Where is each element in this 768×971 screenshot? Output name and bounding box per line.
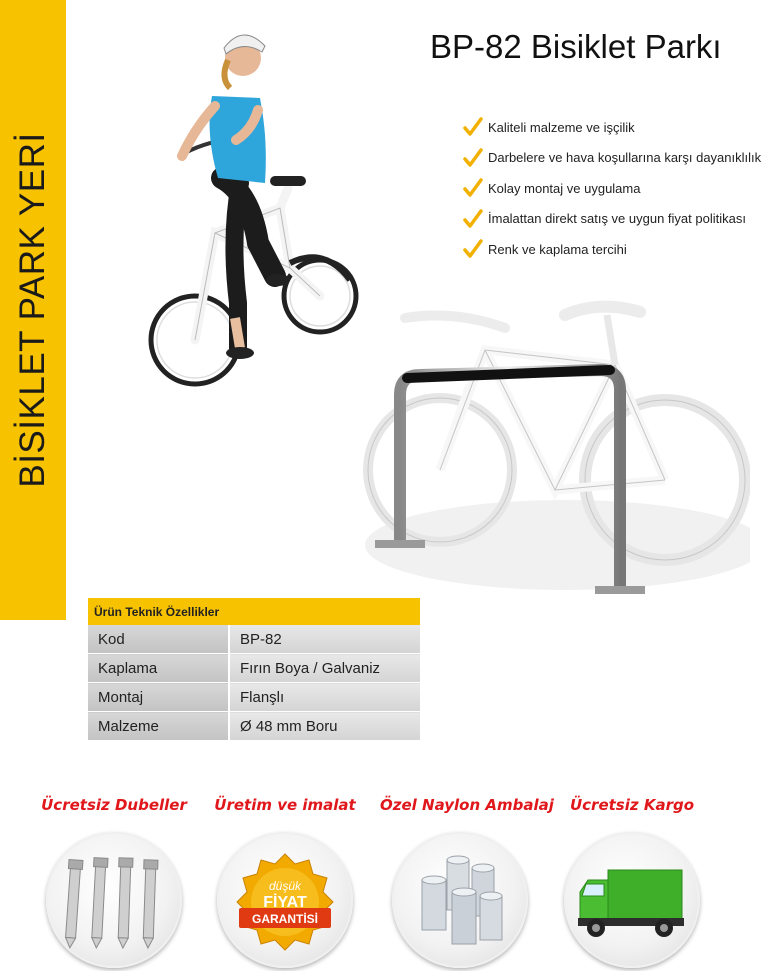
- feature-list: [462, 112, 761, 265]
- nylon-rolls-icon: [392, 832, 528, 968]
- spec-value: Flanşlı: [229, 683, 420, 712]
- spec-value: Fırın Boya / Galvaniz: [229, 654, 420, 683]
- benefit-production: [205, 796, 365, 968]
- benefit-label: Özel Naylon Ambalaj: [380, 796, 554, 814]
- spec-key: Montaj: [88, 683, 229, 712]
- feature-item: [462, 112, 761, 143]
- benefit-circle: [564, 832, 700, 968]
- benefit-label: Üretim ve imalat: [214, 796, 356, 814]
- feature-item: [462, 143, 761, 174]
- dowel-screws-icon: [46, 832, 182, 968]
- feature-text: Darbelere ve hava koşullarına karşı dayanıklılık: [488, 150, 762, 166]
- benefit-free-cargo: [552, 796, 712, 968]
- feature-item: [462, 204, 761, 235]
- spec-table-title: Ürün Teknik Özellikler: [88, 598, 420, 625]
- checkmark-icon: [462, 116, 484, 138]
- badge-top-text: düşük: [268, 879, 302, 893]
- checkmark-icon: [462, 208, 484, 230]
- feature-text: Kaliteli malzeme ve işçilik: [488, 119, 635, 135]
- feature-item: [462, 173, 761, 204]
- table-row: [88, 712, 420, 741]
- checkmark-icon: [462, 147, 484, 169]
- delivery-truck-icon: [564, 832, 700, 968]
- spec-value: BP-82: [229, 625, 420, 654]
- spec-value: Ø 48 mm Boru: [229, 712, 420, 741]
- feature-text: Kolay montaj ve uygulama: [488, 180, 641, 196]
- spec-key: Kaplama: [88, 654, 229, 683]
- low-price-guarantee-badge: [217, 832, 353, 968]
- checkmark-icon: [462, 238, 484, 260]
- feature-text: Renk ve kaplama tercihi: [488, 241, 627, 257]
- table-row: [88, 654, 420, 683]
- benefit-nylon-packaging: [380, 796, 554, 968]
- benefit-free-dowels: [34, 796, 194, 968]
- badge-middle-text: FİYAT: [263, 894, 307, 911]
- cyclist-illustration: [140, 18, 370, 403]
- page-title: BP-82 Bisiklet Parkı: [430, 28, 722, 65]
- benefit-label: Ücretsiz Kargo: [569, 796, 695, 814]
- spec-key: Kod: [88, 625, 229, 654]
- benefit-circle: [392, 832, 528, 968]
- table-row: [88, 625, 420, 654]
- spec-table: [88, 598, 420, 741]
- checkmark-icon: [462, 177, 484, 199]
- bike-rack-illustration: [345, 290, 750, 610]
- sidebar-banner: [0, 0, 66, 620]
- feature-item: [462, 234, 761, 265]
- spec-table-header: [88, 598, 420, 625]
- feature-text: İmalattan direkt satış ve uygun fiyat politikası: [488, 211, 746, 227]
- benefit-circle: [46, 832, 182, 968]
- benefit-circle: [217, 832, 353, 968]
- benefit-label: Ücretsiz Dubeller: [41, 796, 187, 814]
- sidebar-title: BİSİKLET PARK YERİ: [13, 132, 52, 488]
- badge-bottom-text: GARANTİSİ: [252, 912, 318, 926]
- spec-key: Malzeme: [88, 712, 229, 741]
- table-row: [88, 683, 420, 712]
